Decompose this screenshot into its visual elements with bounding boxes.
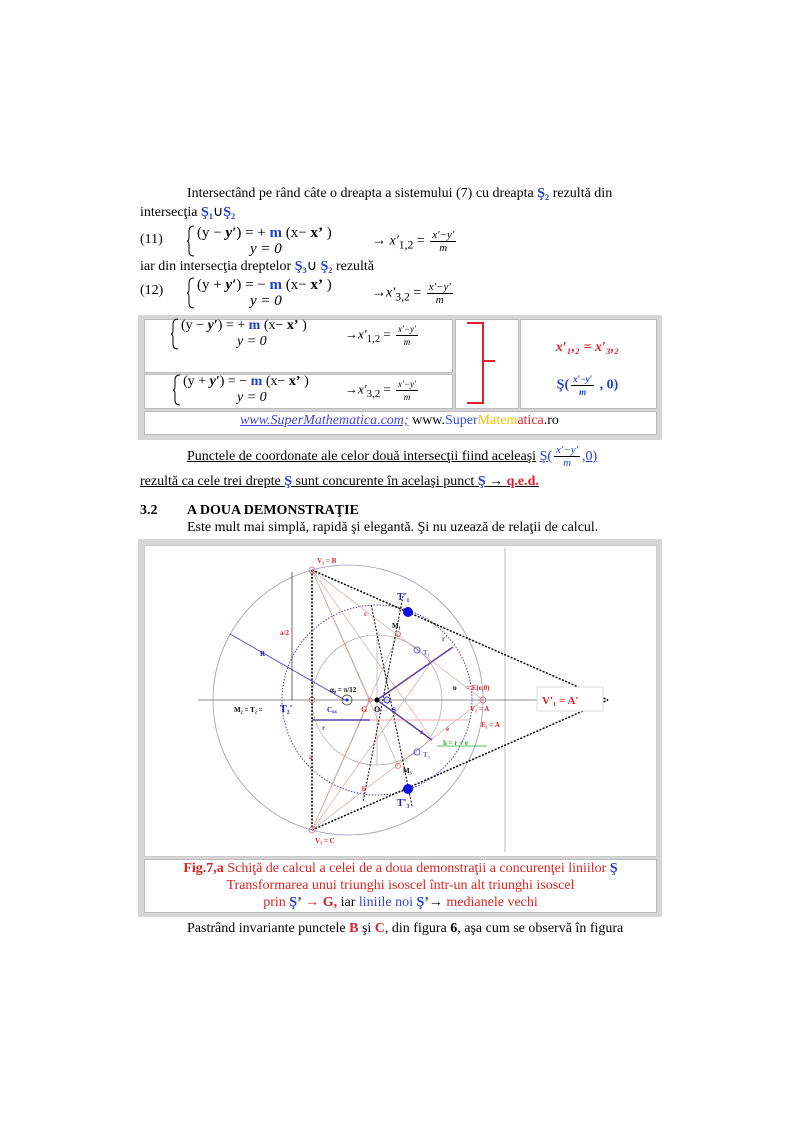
label-B: V₂ = B [317, 557, 337, 565]
link-supermatematica-ro[interactable]: www.SuperMatematica.ro [412, 413, 559, 428]
section-number: 3.2 [140, 503, 158, 518]
label-r-left: r [322, 724, 326, 732]
brace-icon [172, 374, 182, 406]
label-E: = E(e,0) [466, 684, 490, 692]
geometry-diagram [144, 545, 655, 855]
equation-12-result: $\to x'_{3,2}$ = $\frac{x'-y'}{m}$ [372, 281, 451, 306]
links-row [144, 413, 655, 429]
paragraph-conclusion: Punctele de coordonate ale celor două intersecţii fiind aceleaşi Ş( $\frac{x'-y'}{m}$ ,0) rezultă ca cele trei drepte Ş sunt concurente în acelaşi punct Ş → q.e.d. [140, 444, 598, 490]
point-T3p [403, 784, 413, 794]
paragraph-last: Pastrând invariante punctele B şi C, din figura 6, aşa cum se observă în figura [187, 921, 624, 936]
equation-11-line2: y = 0 [250, 241, 282, 257]
point-T1p [403, 607, 413, 617]
label-CCC: C꜀꜀ [327, 706, 337, 714]
equation-12-line1: (y + y′) = − m (x− x’ ) [197, 277, 332, 293]
label-rp: r' [442, 635, 448, 643]
label-E1: E₁ = A [481, 721, 500, 729]
text: rezultă din [552, 186, 613, 201]
label-M1: M₁ [392, 622, 401, 630]
table-eq12-line2: y = 0 [237, 390, 267, 405]
table-eq11-line2: y = 0 [237, 334, 267, 349]
table-eq11-line1: (y − y′) = + m (x− x’ ) [181, 318, 307, 333]
label-r: r [420, 728, 424, 736]
label-T1p: T'₁ [397, 592, 410, 603]
symbol: Ş₁ [201, 205, 214, 220]
side-BA [312, 570, 608, 700]
label-a: a [309, 753, 313, 761]
label-a-half: a/2 [280, 629, 289, 637]
label-h: h = r + e [443, 739, 468, 747]
label-T3p: T'₃ [397, 798, 410, 809]
union-symbol: ∪ [213, 205, 224, 220]
radius-R [230, 634, 345, 700]
label-b: b [362, 785, 366, 793]
result-equality: x′₁,₂ = x′₃,₂ [555, 340, 620, 355]
label-A-prime: V'₁ = A' [542, 695, 579, 707]
brace-icon [170, 318, 180, 350]
text: Intersectând pe rând câte o dreapta a sistemului (7) cu dreapta [187, 186, 534, 201]
label-T3: T₃ [423, 751, 430, 759]
figure-caption: Fig.7,a Schiţă de calcul a celei de a doua demonstraţii a concurenţei liniilor Ş Transformarea unui triunghi isoscel într-un alt triunghi isoscel prin Ş’ → G, iar liniile noi Ş’→ medianele vechi [144, 859, 657, 913]
equation-label-12: (12) [140, 283, 164, 298]
paragraph-intro [140, 184, 655, 222]
text: intersecţia [140, 205, 198, 220]
label-alpha: α₀ = π/12 [330, 686, 357, 694]
label-G: G [361, 705, 368, 714]
link-supermathematica-com[interactable]: www.SuperMathematica.com; [240, 413, 409, 428]
label-T2p: T₂' [280, 704, 293, 715]
section-text: Este mult mai simplă, rapidă şi elegantă. Şi nu uzează de relaţii de calcul. [187, 520, 599, 535]
label-O: O [374, 705, 381, 714]
brace-icon [186, 225, 196, 257]
point-O [375, 698, 380, 703]
symbol: Ş₂ [223, 205, 236, 220]
label-T1: T₁ [423, 649, 430, 657]
equation-label-11: (11) [140, 232, 163, 247]
right-brace-icon [455, 319, 517, 407]
table-eq12-result: $\to x'_{3,2}$ = $\frac{x'-y'}{m}$ [345, 379, 417, 402]
text-intersection: iar din intersecţia dreptelor Ş₃∪ Ş₂ rezultă [140, 259, 375, 274]
section-title: A DOUA DEMONSTRAŢIE [187, 503, 359, 518]
label-C: V₃ = C [315, 837, 335, 845]
label-e: e [446, 725, 450, 733]
equation-11-line1: (y − y′) = + m (x− x’ ) [197, 225, 332, 241]
label-upsilon: υ [453, 684, 457, 692]
label-S: S [392, 706, 396, 714]
table-eq11-result: $\to x'_{1,2}$ = $\frac{x'-y'}{m}$ [345, 324, 417, 347]
label-R: R [260, 650, 266, 658]
label-V1: V₁ = A [470, 705, 490, 713]
symbol: Ş₂ [537, 186, 550, 201]
brace-icon [186, 277, 196, 309]
equation-12-line2: y = 0 [250, 293, 282, 309]
table-eq12-line1: (y + y′) = − m (x− x’ ) [183, 374, 309, 389]
label-M2: M₂ = T₂ = [234, 706, 263, 714]
label-M3: M₃ [403, 767, 412, 775]
label-c: c [364, 610, 368, 618]
result-point: Ş( $\frac{x'-y'}{m}$ , 0) [556, 374, 619, 397]
equation-11-result: → $x'_{1,2}$ = $\frac{x'-y'}{m}$ [372, 229, 455, 254]
